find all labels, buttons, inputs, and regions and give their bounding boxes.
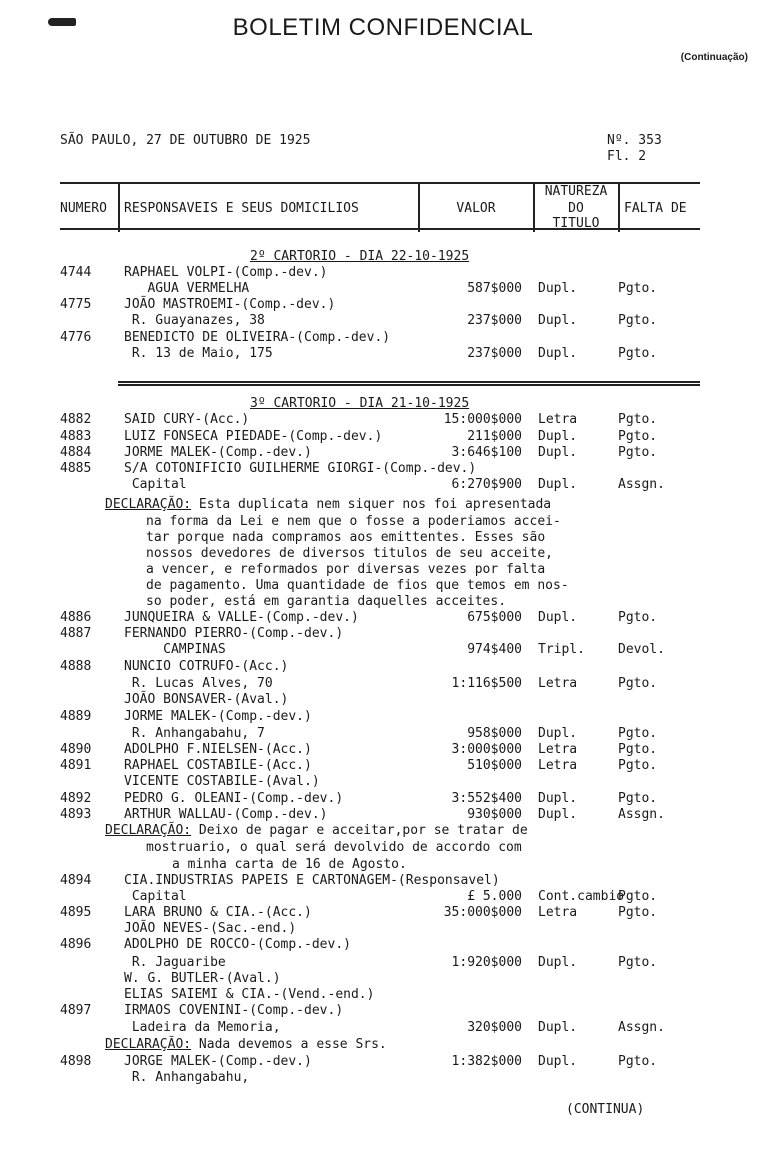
entry-name: ARTHUR WALLAU-(Comp.-dev.) — [124, 807, 328, 822]
entry-title-type: Dupl. — [538, 610, 578, 625]
entry-name: LARA BRUNO & CIA.-(Acc.) — [124, 905, 312, 920]
entry-name: R. Jaguaribe — [124, 955, 226, 970]
entry-reason: Pgto. — [618, 676, 658, 691]
entry-value: 211$000 — [467, 429, 522, 444]
entry-number: 4891 — [60, 758, 92, 773]
declaration-text: na forma da Lei e nem que o fosse a poderiamos accei- — [146, 514, 561, 529]
entry-reason: Pgto. — [618, 889, 658, 904]
entry-name: RAPHAEL COSTABILE-(Acc.) — [124, 758, 312, 773]
entry-name: FERNANDO PIERRO-(Comp.-dev.) — [124, 626, 344, 641]
declaration-3 — [105, 1037, 387, 1053]
declaration-text: Nada devemos a esse Srs. — [191, 1037, 387, 1052]
entry-reason: Pgto. — [618, 346, 658, 361]
entry-reason: Devol. — [618, 642, 665, 657]
entry-reason: Pgto. — [618, 313, 658, 328]
entry-name: VICENTE COSTABILE-(Aval.) — [124, 774, 320, 789]
entry-title-type: Dupl. — [538, 281, 578, 296]
entry-reason: Pgto. — [618, 791, 658, 806]
entry-title-type: Dupl. — [538, 445, 578, 460]
section-rule — [118, 384, 700, 386]
entry-number: 4882 — [60, 412, 92, 427]
declaration-text: nossos devedores de diversos titulos de seu acceite, — [146, 546, 553, 561]
col-header-falta: FALTA DE — [624, 201, 687, 216]
entry-title-type: Letra — [538, 758, 578, 773]
continua-note: (CONTINUA) — [566, 1102, 645, 1117]
entry-name: PEDRO G. OLEANI-(Comp.-dev.) — [124, 791, 344, 806]
entry-name: JOÃO MASTROEMI-(Comp.-dev.) — [124, 297, 336, 312]
entry-value: 237$000 — [467, 346, 522, 361]
entry-number: 4898 — [60, 1054, 92, 1069]
entry-number: 4884 — [60, 445, 92, 460]
entry-reason: Assgn. — [618, 477, 665, 492]
entry-name: R. Anhangabahu, — [124, 1070, 250, 1085]
section-heading-3-cartorio: 3º CARTORIO - DIA 21-10-1925 — [250, 396, 470, 411]
entry-number: 4890 — [60, 742, 92, 757]
entry-name: CIA.INDUSTRIAS PAPEIS E CARTONAGEM-(Responsavel) — [124, 873, 500, 888]
entry-value: £ 5.000 — [467, 889, 522, 904]
entry-name: W. G. BUTLER-(Aval.) — [124, 971, 281, 986]
entry-number: 4896 — [60, 937, 92, 952]
column-divider — [118, 182, 120, 232]
declaration-text: tar porque nada compramos aos emittentes. Esses são — [146, 530, 546, 545]
entry-title-type: Dupl. — [538, 1054, 578, 1069]
entry-name: JORME MALEK-(Comp.-dev.) — [124, 709, 312, 724]
entry-value: 3:552$400 — [451, 791, 522, 806]
place-date: SÃO PAULO, 27 DE OUTUBRO DE 1925 — [60, 133, 311, 148]
entry-name: AGUA VERMELHA — [124, 281, 250, 296]
entry-name: LUIZ FONSECA PIEDADE-(Comp.-dev.) — [124, 429, 383, 444]
document-title: BOLETIM CONFIDENCIAL — [232, 14, 534, 41]
entry-reason: Pgto. — [618, 281, 658, 296]
entry-value: 320$000 — [467, 1020, 522, 1035]
entry-title-type: Dupl. — [538, 791, 578, 806]
entry-value: 6:270$900 — [451, 477, 522, 492]
entry-reason: Pgto. — [618, 758, 658, 773]
entry-title-type: Letra — [538, 742, 578, 757]
entry-number: 4885 — [60, 461, 92, 476]
entry-title-type: Dupl. — [538, 1020, 578, 1035]
entry-number: 4883 — [60, 429, 92, 444]
entry-title-type: Dupl. — [538, 477, 578, 492]
entry-value: 237$000 — [467, 313, 522, 328]
declaration-2 — [105, 823, 528, 839]
entry-reason: Pgto. — [618, 445, 658, 460]
section-rule — [118, 381, 700, 383]
entry-title-type: Cont.cambio — [538, 889, 625, 904]
entry-name: JOÃO BONSAVER-(Aval.) — [124, 692, 289, 707]
entry-reason: Pgto. — [618, 1054, 658, 1069]
declaration-text: Deixo de pagar e acceitar,por se tratar de — [191, 823, 528, 838]
declaration-label: DECLARAÇÃO: — [105, 823, 192, 838]
entry-name: S/A COTONIFICIO GUILHERME GIORGI-(Comp.-dev.) — [124, 461, 477, 476]
entry-value: 15:000$000 — [443, 412, 522, 427]
entry-name: R. Lucas Alves, 70 — [124, 676, 273, 691]
entry-name: JORGE MALEK-(Comp.-dev.) — [124, 1054, 312, 1069]
declaration-text: mostruario, o qual será devolvido de accordo com — [146, 840, 522, 855]
entry-name: JOÃO NEVES-(Sac.-end.) — [124, 921, 297, 936]
entry-number: 4893 — [60, 807, 92, 822]
entry-reason: Pgto. — [618, 905, 658, 920]
entry-name: Ladeira da Memoria, — [124, 1020, 281, 1035]
entry-name: NUNCIO COTRUFO-(Acc.) — [124, 659, 289, 674]
sheet-number: Fl. 2 — [607, 149, 647, 164]
entry-reason: Pgto. — [618, 412, 658, 427]
entry-value: 958$000 — [467, 726, 522, 741]
entry-value: 510$000 — [467, 758, 522, 773]
col-header-responsaveis: RESPONSAVEIS E SEUS DOMICILIOS — [124, 201, 359, 216]
entry-number: 4889 — [60, 709, 92, 724]
entry-reason: Pgto. — [618, 429, 658, 444]
declaration-label: DECLARAÇÃO: — [105, 1037, 192, 1052]
entry-value: 587$000 — [467, 281, 522, 296]
entry-title-type: Letra — [538, 412, 578, 427]
entry-name: ADOLPHO F.NIELSEN-(Acc.) — [124, 742, 312, 757]
declaration-label: DECLARAÇÃO: — [105, 497, 192, 512]
entry-name: ADOLPHO DE ROCCO-(Comp.-dev.) — [124, 937, 351, 952]
declaration-text: a vencer, e reformados por diversas vezes por falta — [146, 562, 546, 577]
entry-reason: Pgto. — [618, 955, 658, 970]
entry-name: Capital — [124, 477, 187, 492]
entry-name: Capital — [124, 889, 187, 904]
declaration-text: de pagamento. Uma quantidade de fios que temos em nos- — [146, 578, 569, 593]
entry-value: 3:646$100 — [451, 445, 522, 460]
entry-name: ELIAS SAIEMI & CIA.-(Vend.-end.) — [124, 987, 375, 1002]
bulletin-number: Nº. 353 — [607, 133, 662, 148]
entry-value: 675$000 — [467, 610, 522, 625]
col-header-numero: NUMERO — [60, 201, 107, 216]
entry-number: 4886 — [60, 610, 92, 625]
entry-value: 35:000$000 — [443, 905, 522, 920]
col-header-natureza-2: DO — [568, 201, 584, 216]
entry-reason: Pgto. — [618, 610, 658, 625]
entry-name: R. Guayanazes, 38 — [124, 313, 265, 328]
entry-name: R. 13 de Maio, 175 — [124, 346, 273, 361]
entry-number: 4892 — [60, 791, 92, 806]
entry-title-type: Letra — [538, 905, 578, 920]
col-header-natureza-1: NATUREZA — [544, 184, 608, 199]
entry-value: 1:382$000 — [451, 1054, 522, 1069]
entry-title-type: Letra — [538, 676, 578, 691]
entry-title-type: Dupl. — [538, 807, 578, 822]
declaration-text: Esta duplicata nem siquer nos foi apresentada — [191, 497, 552, 512]
entry-number: 4894 — [60, 873, 92, 888]
declaration-text: so poder, está em garantia daquelles acceites. — [146, 594, 507, 609]
entry-name: CAMPINAS — [124, 642, 226, 657]
entry-title-type: Dupl. — [538, 955, 578, 970]
entry-reason: Pgto. — [618, 726, 658, 741]
entry-value: 3:000$000 — [451, 742, 522, 757]
entry-number: 4775 — [60, 297, 92, 312]
column-divider — [618, 182, 620, 232]
entry-title-type: Dupl. — [538, 346, 578, 361]
entry-value: 1:920$000 — [451, 955, 522, 970]
entry-name: BENEDICTO DE OLIVEIRA-(Comp.-dev.) — [124, 330, 391, 345]
entry-name: RAPHAEL VOLPI-(Comp.-dev.) — [124, 265, 328, 280]
entry-name: SAID CURY-(Acc.) — [124, 412, 250, 427]
entry-name: R. Anhangabahu, 7 — [124, 726, 265, 741]
declaration-1 — [105, 497, 551, 513]
entry-number: 4776 — [60, 330, 92, 345]
section-heading-2-cartorio: 2º CARTORIO - DIA 22-10-1925 — [250, 249, 470, 264]
entry-number: 4897 — [60, 1003, 92, 1018]
declaration-text: a minha carta de 16 de Agosto. — [172, 857, 407, 872]
entry-title-type: Dupl. — [538, 726, 578, 741]
col-header-valor: VALOR — [456, 201, 496, 216]
entry-name: JORME MALEK-(Comp.-dev.) — [124, 445, 312, 460]
entry-value: 930$000 — [467, 807, 522, 822]
entry-number: 4895 — [60, 905, 92, 920]
entry-reason: Assgn. — [618, 807, 665, 822]
col-header-natureza-3: TITULO — [552, 216, 600, 231]
entry-title-type: Dupl. — [538, 313, 578, 328]
entry-value: 974$400 — [467, 642, 522, 657]
entry-title-type: Tripl. — [538, 642, 585, 657]
entry-value: 1:116$500 — [451, 676, 522, 691]
entry-number: 4888 — [60, 659, 92, 674]
entry-number: 4744 — [60, 265, 92, 280]
entry-name: IRMAOS COVENINI-(Comp.-dev.) — [124, 1003, 344, 1018]
entry-reason: Pgto. — [618, 742, 658, 757]
entry-name: JUNQUEIRA & VALLE-(Comp.-dev.) — [124, 610, 359, 625]
entry-title-type: Dupl. — [538, 429, 578, 444]
entry-reason: Assgn. — [618, 1020, 665, 1035]
entry-number: 4887 — [60, 626, 92, 641]
continuation-note: (Continuação) — [680, 52, 748, 63]
